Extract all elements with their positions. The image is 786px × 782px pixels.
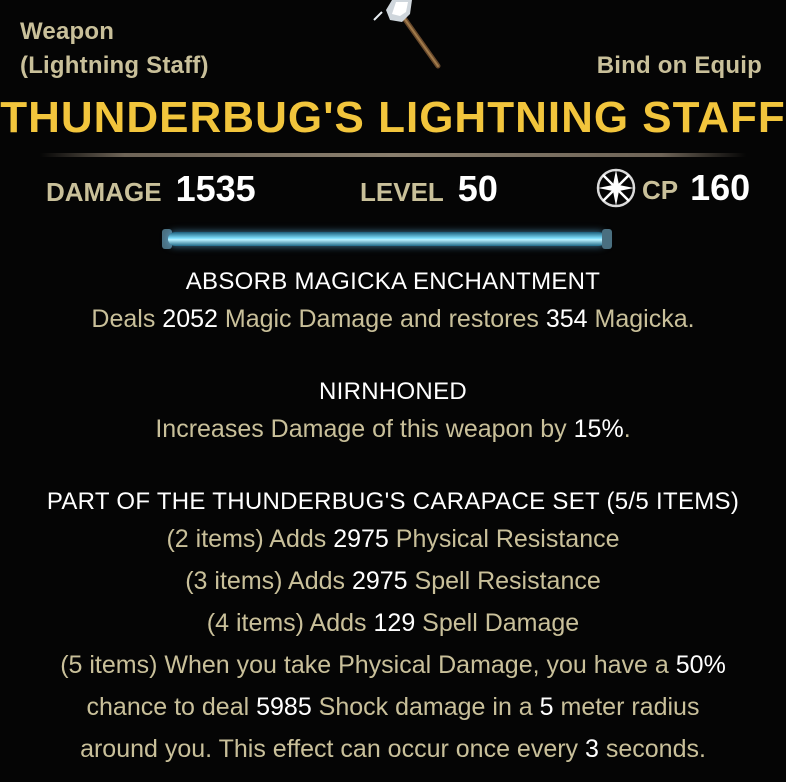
set-bonus-2: (2 items) Adds 2975 Physical Resistance: [166, 525, 620, 553]
charge-bar: [168, 232, 606, 246]
trait-heading: NIRNHONED: [318, 378, 468, 405]
title-divider: [40, 153, 746, 157]
set-bonus-5-line-2: chance to deal 5985 Shock damage in a 5 meter radius: [86, 693, 700, 721]
enchantment-description: Deals 2052 Magic Damage and restores 354 Magicka.: [91, 305, 695, 333]
item-subtype: (Lightning Staff): [20, 52, 209, 79]
set-bonus-5-line-1: (5 items) When you take Physical Damage, you have a 50%: [60, 651, 726, 679]
level-label: LEVEL: [360, 177, 444, 207]
item-title: THUNDERBUG'S LIGHTNING STAFF: [0, 93, 786, 142]
level-value: 50: [457, 168, 498, 209]
lightning-staff-icon: [352, 0, 452, 70]
cp-label: CP: [642, 174, 679, 205]
set-bonus-5-line-3: around you. This effect can occur once every 3 seconds.: [80, 735, 706, 763]
charge-bar-cap-right: [602, 229, 612, 249]
set-bonus-4: (4 items) Adds 129 Spell Damage: [206, 609, 580, 637]
level-stat: [360, 168, 498, 210]
damage-value: 1535: [175, 168, 256, 209]
enchantment-section: [0, 268, 786, 340]
damage-label: DAMAGE: [46, 177, 162, 207]
set-section: [0, 488, 786, 770]
enchantment-heading: ABSORB MAGICKA ENCHANTMENT: [185, 268, 601, 295]
champion-star-icon: [594, 166, 638, 210]
item-type: Weapon: [20, 18, 115, 45]
trait-section: [0, 378, 786, 450]
trait-description: Increases Damage of this weapon by 15%.: [155, 415, 631, 443]
set-heading: PART OF THE THUNDERBUG'S CARAPACE SET (5/5 ITEMS): [46, 488, 740, 515]
cp-stat: [594, 166, 750, 210]
set-bonus-3: (3 items) Adds 2975 Spell Resistance: [185, 567, 601, 595]
bind-status: Bind on Equip: [596, 52, 762, 79]
damage-stat: [46, 168, 256, 210]
cp-value: 160: [690, 167, 751, 208]
